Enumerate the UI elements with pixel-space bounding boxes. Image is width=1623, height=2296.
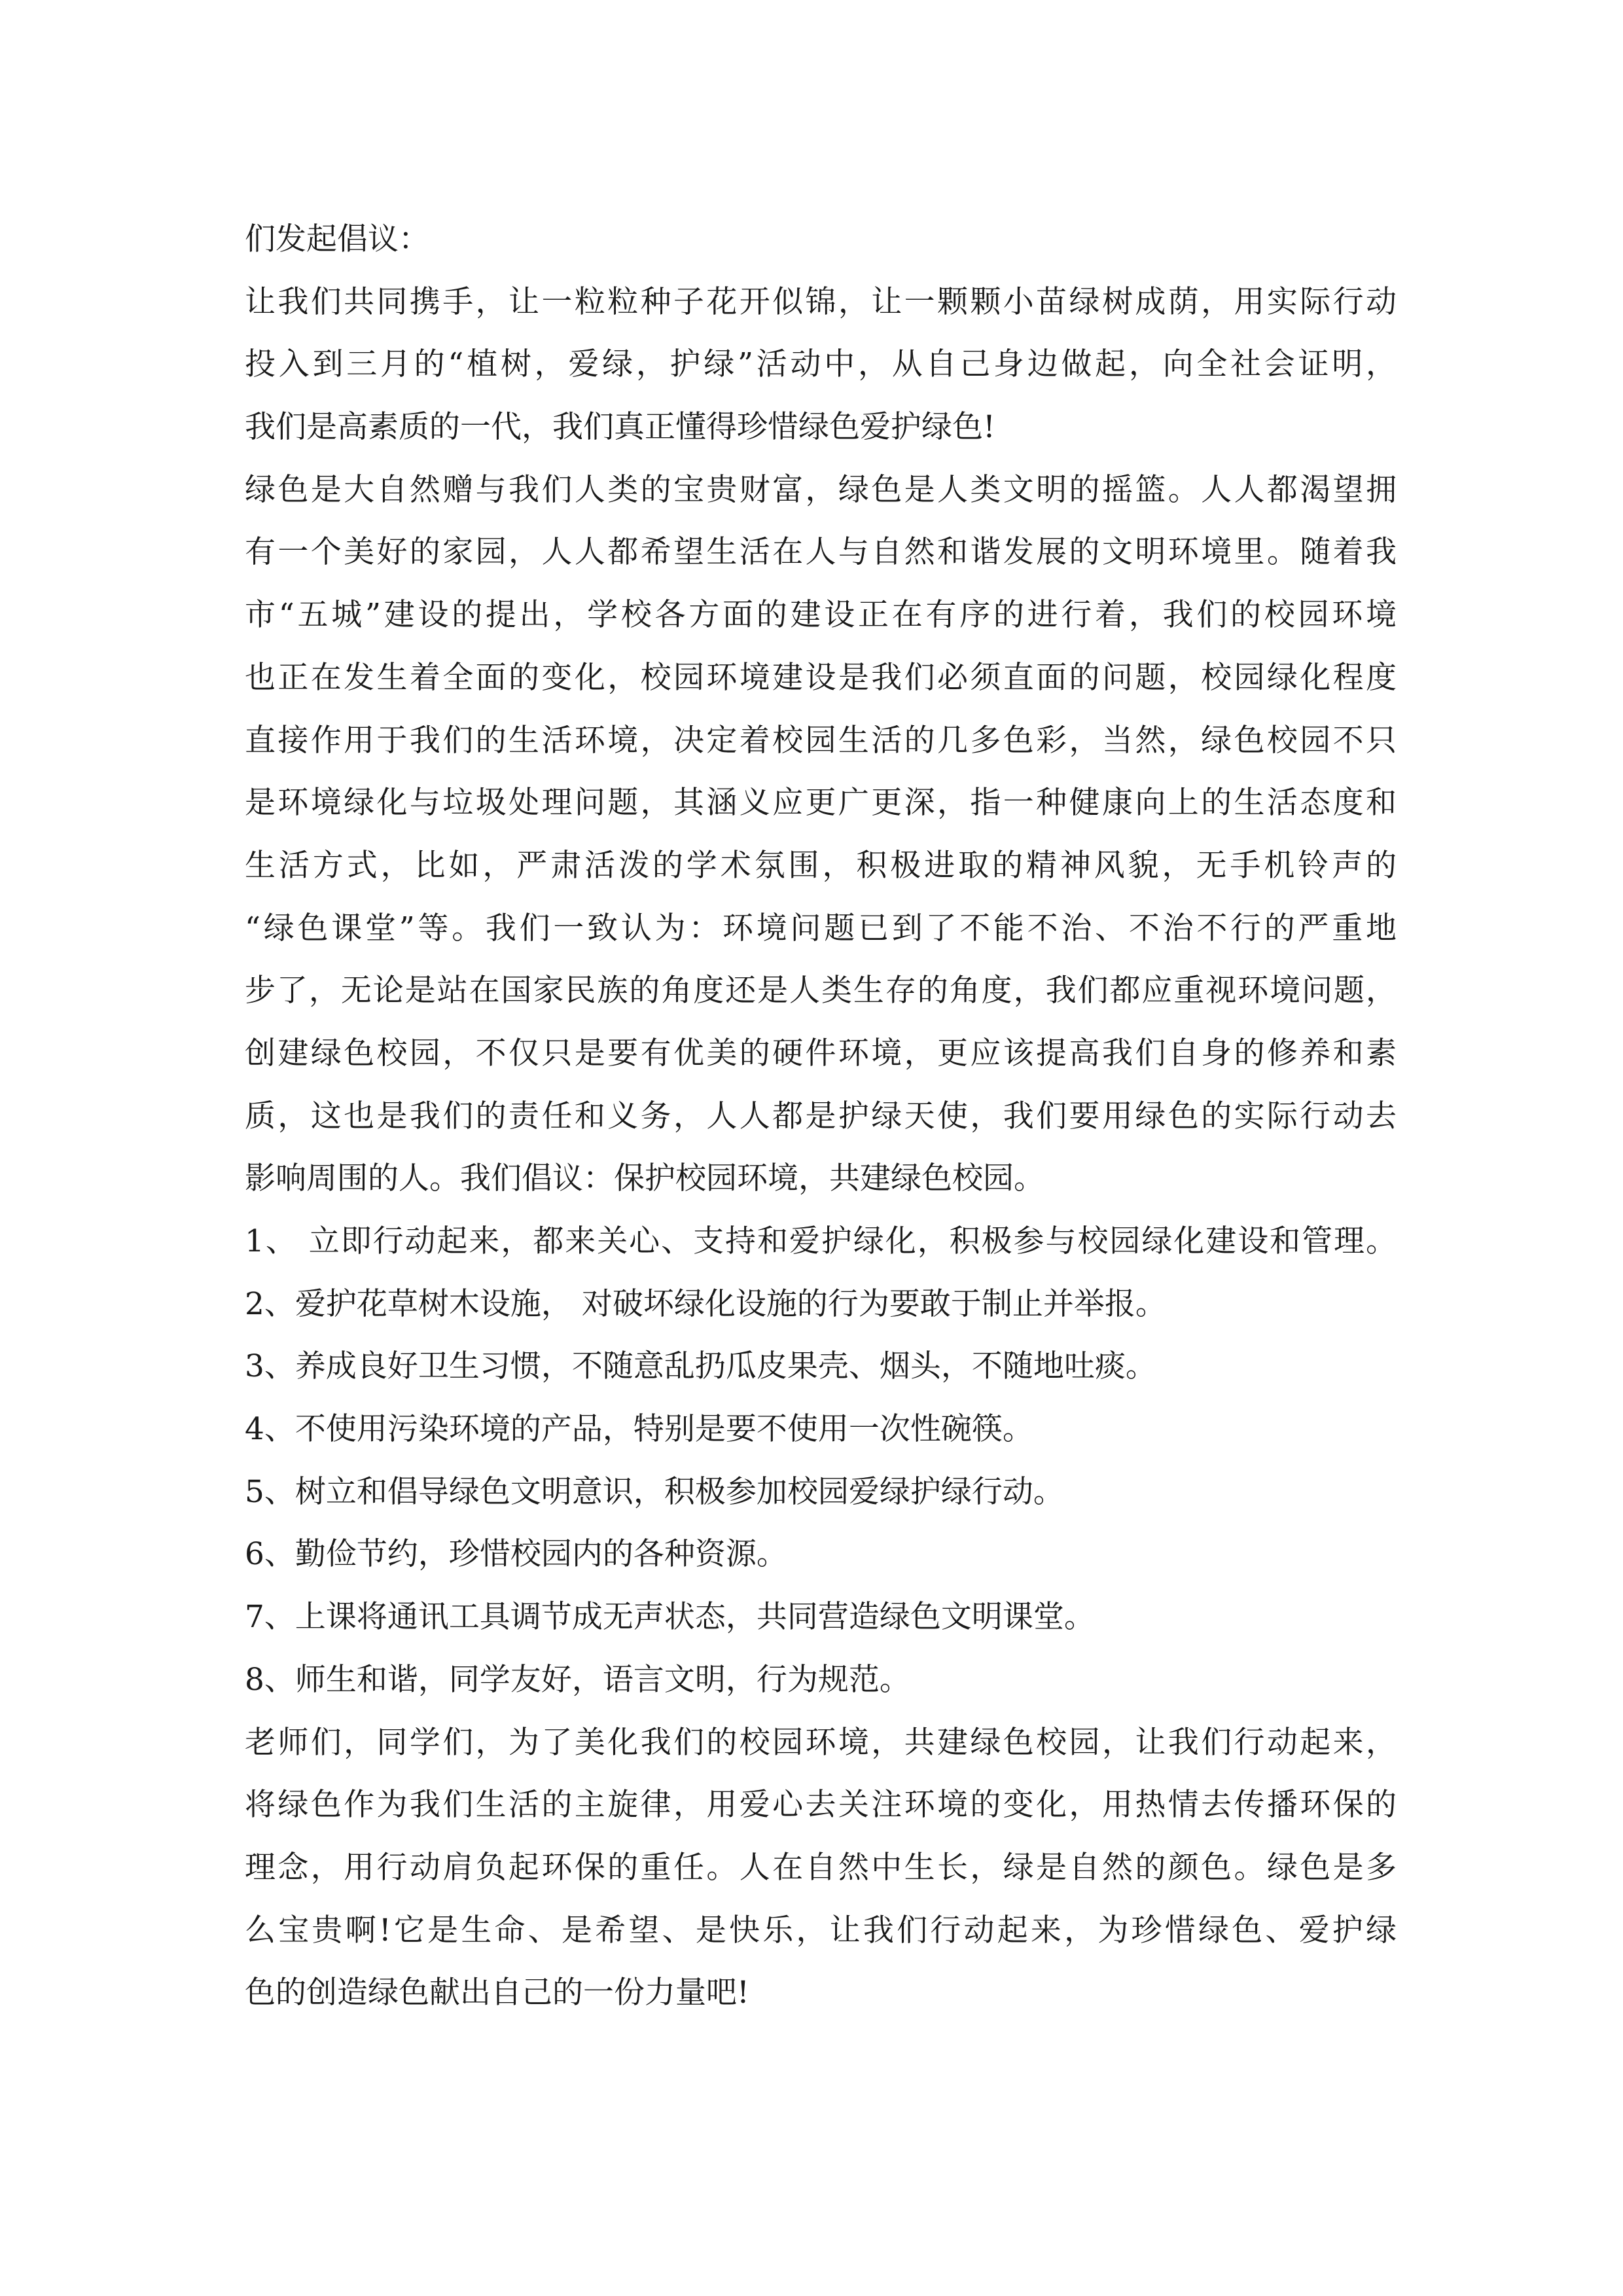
text-line: 市“五城”建设的提出，学校各方面的建设正在有序的进行着，我们的校园环境 <box>245 597 1397 634</box>
text-line: 色的创造绿色献出自己的一份力量吧! <box>245 1975 749 2011</box>
text-line: 我们是高素质的一代，我们真正懂得珍惜绿色爱护绿色! <box>245 409 995 446</box>
document-body <box>245 208 1397 2024</box>
text-line: 老师们，同学们，为了美化我们的校园环境，共建绿色校园，让我们行动起来， <box>245 1724 1397 1761</box>
text-line: 也正在发生着全面的变化，校园环境建设是我们必须直面的问题，校园绿化程度 <box>245 659 1397 696</box>
list-item: 4、不使用污染环境的产品，特别是要不使用一次性碗筷。 <box>245 1411 1033 1448</box>
list-item: 1、 立即行动起来，都来关心、支持和爱护绿化，积极参与校园绿化建设和管理。 <box>245 1223 1397 1259</box>
text-line: 么宝贵啊!它是生命、是希望、是快乐，让我们行动起来，为珍惜绿色、爱护绿 <box>245 1912 1397 1948</box>
text-line: 是环境绿化与垃圾处理问题，其涵义应更广更深，指一种健康向上的生活态度和 <box>245 785 1397 821</box>
text-line: 们发起倡议： <box>245 221 429 257</box>
text-line: 让我们共同携手，让一粒粒种子花开似锦，让一颗颗小苗绿树成荫，用实际行动 <box>245 283 1397 320</box>
list-item: 7、上课将通讯工具调节成无声状态，共同营造绿色文明课堂。 <box>245 1599 1095 1636</box>
text-line: 生活方式，比如，严肃活泼的学术氛围，积极进取的精神风貌，无手机铃声的 <box>245 847 1397 884</box>
text-line: 直接作用于我们的生活环境，决定着校园生活的几多色彩，当然，绿色校园不只 <box>245 722 1397 759</box>
list-item: 5、树立和倡导绿色文明意识，积极参加校园爱绿护绿行动。 <box>245 1473 1064 1510</box>
text-line: 影响周围的人。我们倡议：保护校园环境，共建绿色校园。 <box>245 1160 1044 1197</box>
text-line: 投入到三月的“植树，爱绿，护绿”活动中，从自己身边做起，向全社会证明， <box>245 346 1397 383</box>
list-item: 8、师生和谐，同学友好，语言文明，行为规范。 <box>245 1661 910 1698</box>
text-line: 有一个美好的家园，人人都希望生活在人与自然和谐发展的文明环境里。随着我 <box>245 534 1397 571</box>
text-line: 理念，用行动肩负起环保的重任。人在自然中生长，绿是自然的颜色。绿色是多 <box>245 1849 1397 1886</box>
text-line: 创建绿色校园，不仅只是要有优美的硬件环境，更应该提高我们自身的修养和素 <box>245 1035 1397 1071</box>
text-line: 质，这也是我们的责任和义务，人人都是护绿天使，我们要用绿色的实际行动去 <box>245 1098 1397 1134</box>
list-item: 3、养成良好卫生习惯，不随意乱扔瓜皮果壳、烟头，不随地吐痰。 <box>245 1348 1156 1385</box>
text-line: 将绿色作为我们生活的主旋律，用爱心去关注环境的变化，用热情去传播环保的 <box>245 1787 1397 1823</box>
list-item: 2、爱护花草树木设施， 对破坏绿化设施的行为要敢于制止并举报。 <box>245 1285 1166 1322</box>
text-line: 步了，无论是站在国家民族的角度还是人类生存的角度，我们都应重视环境问题， <box>245 973 1397 1009</box>
list-item: 6、勤俭节约，珍惜校园内的各种资源。 <box>245 1536 787 1573</box>
text-line: 绿色是大自然赠与我们人类的宝贵财富，绿色是人类文明的摇篮。人人都渴望拥 <box>245 471 1397 508</box>
text-line: “绿色课堂”等。我们一致认为：环境问题已到了不能不治、不治不行的严重地 <box>245 910 1397 946</box>
